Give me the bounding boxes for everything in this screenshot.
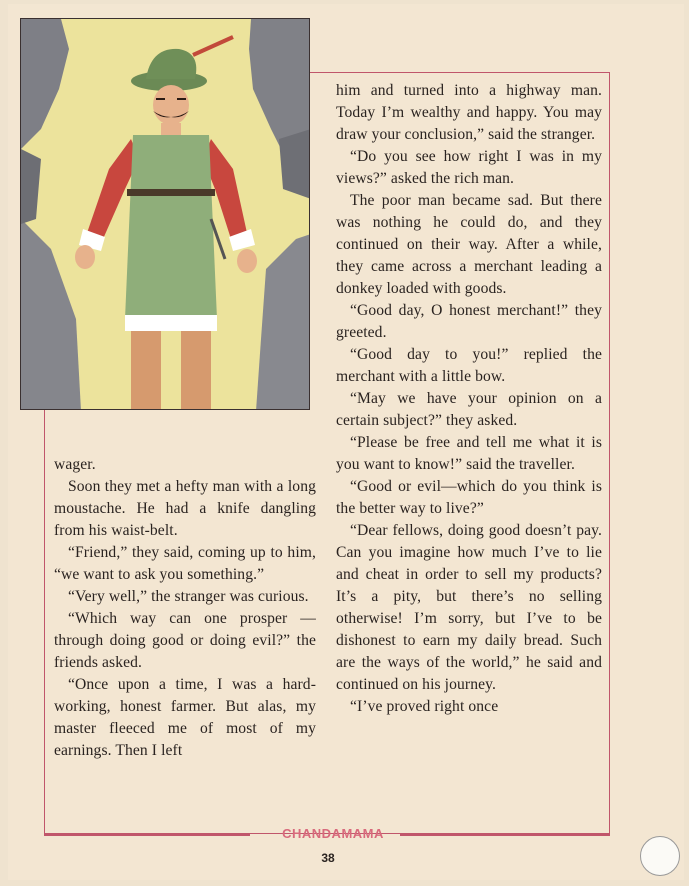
- paragraph: “I’ve proved right once: [350, 698, 499, 715]
- paragraph: The poor man became sad. But there was nothing he could do, and they continued on their way. After a while, they came across a merchant leading a donkey loaded with goods.: [336, 192, 602, 297]
- magazine-title: CHANDAMAMA: [282, 826, 384, 841]
- left-text-column: [54, 454, 316, 762]
- magazine-page: [8, 4, 684, 880]
- page-number: 38: [321, 851, 335, 865]
- paragraph: “May we have your opinion on a certain subject?” they asked.: [336, 390, 602, 429]
- library-stamp-icon: [640, 836, 680, 876]
- paragraph: “Good day to you!” replied the merchant with a little bow.: [336, 346, 602, 385]
- paragraph: “Do you see how right I was in my views?” asked the rich man.: [336, 148, 602, 187]
- stranger-with-hat-illustration-icon: [21, 19, 310, 410]
- paragraph: “Dear fellows, doing good doesn’t pay. Can you imagine how much I’ve to lie and cheat in order to sell my products? It’s a pity, but there’s no selling otherwise! I’m sorry, but I’ve to be dishonest to earn my daily bread. Such are the ways of the world,” he said and continued on his journey.: [336, 522, 602, 693]
- page-footer: [8, 826, 684, 846]
- paragraph: “Please be free and tell me what it is you want to know!” said the traveller.: [336, 434, 602, 473]
- paragraph: “Which way can one prosper —through doing good or doing evil?” the friends asked.: [54, 610, 316, 671]
- footer-divider-left: [44, 834, 250, 836]
- paragraph: him and turned into a highway man. Today I’m wealthy and happy. You may draw your conclusion,” said the stranger.: [336, 82, 602, 143]
- footer-divider-right: [400, 834, 610, 836]
- paragraph: “Very well,” the stranger was curious.: [68, 588, 309, 605]
- paragraph: “Friend,” they said, coming up to him, “we want to ask you something.”: [54, 544, 316, 583]
- paragraph: wager.: [54, 456, 96, 473]
- paragraph: Soon they met a hefty man with a long moustache. He had a knife dangling from his waist-belt.: [54, 478, 316, 539]
- paragraph: “Good day, O honest merchant!” they greeted.: [336, 302, 602, 341]
- paragraph: “Good or evil—which do you think is the better way to live?”: [336, 478, 602, 517]
- story-illustration: [20, 18, 310, 410]
- right-text-column: [336, 80, 602, 718]
- paragraph: “Once upon a time, I was a hard-working, honest farmer. But alas, my master fleeced me of most of my earnings. Then I left: [54, 676, 316, 759]
